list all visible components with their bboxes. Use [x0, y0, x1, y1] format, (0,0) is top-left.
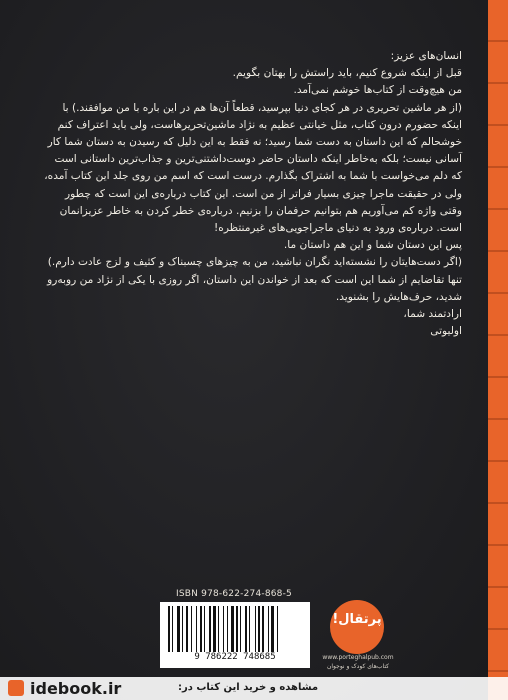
barcode-bar	[255, 606, 256, 652]
publisher-url: www.porteghalpub.com	[322, 654, 394, 661]
barcode-bar	[271, 606, 274, 652]
barcode	[160, 602, 310, 668]
barcode-bar	[240, 606, 241, 652]
barcode-bar	[268, 606, 269, 652]
barcode-bar	[262, 606, 264, 652]
barcode-bar	[168, 606, 170, 652]
barcode-bar	[209, 606, 211, 652]
isbn-label: ISBN 978-622-274-868-5	[176, 589, 292, 599]
barcode-bars	[168, 606, 302, 652]
spine-pattern	[488, 0, 508, 700]
paragraph: قبل از اینکه شروع کنیم، باید راستش را بهتان بگویم.	[232, 67, 462, 80]
paragraph: (از هر ماشین تحریری در هر کجای دنیا بپرسید، قطعاً آن‌ها هم در این باره با من موافقند.) با اینکه حضورم درون کتاب، مثل خیانتی عظیم به نژاد ماشین‌تحریرهاست، ولی باید اعتراف کنم خوشحالم که این داستان به دست شما رسید؛ نه فقط به این دلیل که رسیدن به دستان شما کار آسانی نیست؛ بلکه به‌خاطر اینکه داستان حاضر دوست‌داشتنی‌ترین و جذاب‌ترین داستانی است که دلم می‌خواست با شما به اشتراک بگذارم. درست است که اسم من روی جلد این کتاب آمده، ولی در حقیقت ماجرا چیزی بسیار فراتر از من است. این کتاب درباره‌ی این است که چطور وقتی واژه کم می‌آوریم هم بتوانیم حرفمان را بزنیم. درباره‌ی خطر کردن به خاطر عزیزانمان است. درباره‌ی ورود به دنیای ماجراجویی‌های غیرمنتظره!	[44, 101, 462, 235]
barcode-bar	[245, 606, 247, 652]
blurb-text	[42, 48, 462, 340]
paragraph: من هیچ‌وقت از کتاب‌ها خوشم نمی‌آمد.	[293, 84, 462, 97]
bookmark-icon	[8, 680, 24, 696]
barcode-number: 9 786222 748685	[194, 652, 276, 662]
barcode-bar	[227, 606, 228, 652]
closing: ارادتمند شما،	[403, 308, 462, 321]
barcode-bar	[223, 606, 224, 652]
greeting: انسان‌های عزیز:	[390, 50, 462, 62]
barcode-bar	[236, 606, 238, 652]
barcode-bar	[191, 606, 192, 652]
barcode-bar	[200, 606, 202, 652]
publisher-tagline: کتاب‌های کودک و نوجوان	[326, 663, 390, 670]
barcode-bar	[277, 606, 278, 652]
publisher-logo-text: پرتقال!	[332, 612, 382, 627]
paragraph: پس این دستان شما و این هم داستان ما.	[283, 239, 462, 252]
barcode-bar	[172, 606, 173, 652]
paragraph: تنها تقاضایم از شما این است که بعد از خواندن این داستان، اگر روزی با یکی از نژاد من روبه‌رو شدید، حرف‌هایش را بشنوید.	[47, 273, 462, 303]
barcode-bar	[213, 606, 216, 652]
barcode-bar	[186, 606, 188, 652]
barcode-bar	[196, 606, 197, 652]
barcode-bar	[204, 606, 205, 652]
barcode-bar	[231, 606, 234, 652]
watermark-tagline: مشاهده و خرید این کتاب در:	[178, 682, 319, 693]
barcode-bar	[249, 606, 250, 652]
paragraph: (اگر دست‌هایتان را نشسته‌اید نگران نباشید، من به چیزهای چسبناک و کثیف و لزج عادت دارم.)	[47, 256, 462, 269]
barcode-bar	[218, 606, 219, 652]
barcode-bar	[177, 606, 180, 652]
barcode-bar	[258, 606, 260, 652]
barcode-bar	[182, 606, 183, 652]
watermark-bar	[0, 677, 508, 700]
signature: اولیوتی	[430, 325, 462, 338]
watermark-brand: idebook.ir	[30, 679, 122, 698]
publisher-logo	[330, 600, 384, 654]
